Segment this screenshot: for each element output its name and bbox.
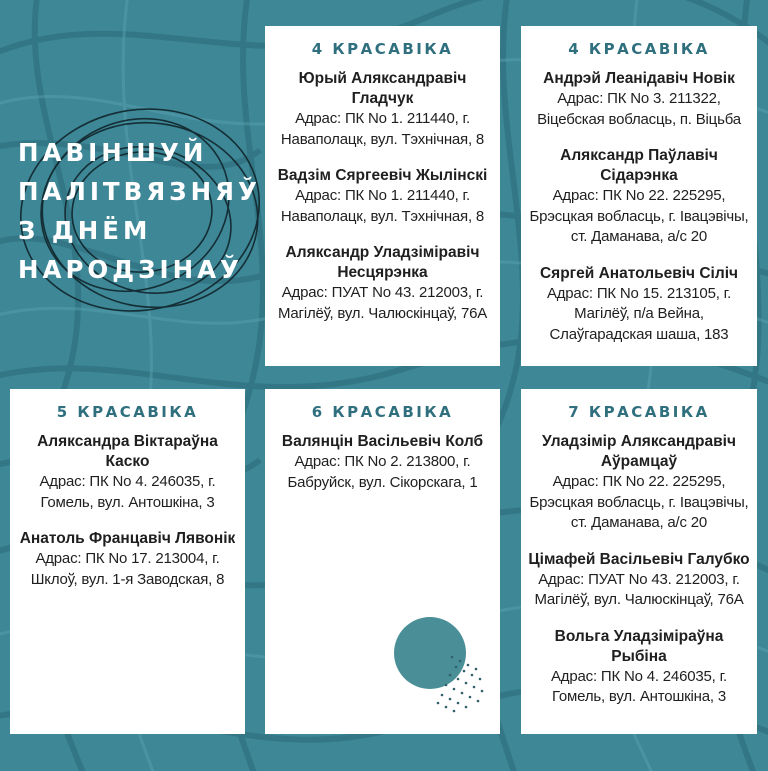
- prisoner-entry: [527, 627, 751, 708]
- prisoner-name: Аляксандр Паўлавіч Сідарэнка: [560, 147, 718, 184]
- prisoner-address: Адрас: ПК No 17. 213004, г. Шклоў, вул. 1-я Заводская, 8: [30, 550, 225, 588]
- prisoner-entry: [527, 146, 751, 248]
- birthday-card-april-5: [10, 389, 245, 734]
- card-date: 7 КРАСАВІКА: [568, 403, 710, 421]
- headline-line: НАРОДЗІНАЎ: [18, 255, 243, 284]
- prisoner-name: Аляксандр Уладзіміравіч Несцярэнка: [285, 244, 480, 281]
- prisoner-address: Адрас: ПК No 1. 211440, г. Наваполацк, вул. Тэхнічная, 8: [280, 110, 485, 148]
- prisoner-entry: [271, 432, 494, 493]
- birthday-card-april-4-b: [521, 26, 757, 366]
- prisoner-name: Вольга Уладзіміраўна Рыбіна: [554, 627, 724, 665]
- prisoner-name: Уладзімір Аляксандравіч Аўрамцаў: [542, 433, 736, 470]
- prisoner-entry: [527, 69, 751, 130]
- prisoner-entry: [527, 550, 751, 611]
- birthday-card-april-7: [521, 389, 757, 734]
- prisoner-entry: [16, 529, 239, 590]
- prisoner-entry: [271, 166, 494, 227]
- prisoner-address: Адрас: ПК No 2. 213800, г. Бабруйск, вул. Сікорскага, 1: [287, 453, 478, 491]
- prisoner-address: Адрас: ПК No 4. 246035, г. Гомель, вул. Антошкіна, 3: [551, 667, 727, 705]
- headline-line: ПАЛІТВЯЗНЯЎ: [18, 177, 261, 206]
- prisoner-address: Адрас: ПК No 22. 225295, Брэсцкая вобласць, г. Івацэвічы, ст. Даманава, а/с 20: [529, 473, 749, 531]
- card-date: 6 КРАСАВІКА: [311, 403, 454, 421]
- prisoner-entry: [527, 432, 751, 534]
- prisoner-entry: [271, 69, 494, 150]
- headline-line: З ДНЁМ: [18, 216, 152, 245]
- prisoner-address: Адрас: ПК No 3. 211322, Віцебская вобласць, п. Віцьба: [537, 90, 741, 128]
- card-date: 4 КРАСАВІКА: [311, 40, 454, 58]
- prisoner-name: Цімафей Васільевіч Галубко: [528, 550, 750, 568]
- prisoner-address: Адрас: ПК No 22. 225295, Брэсцкая вобласць, г. Івацэвічы, ст. Даманава, а/с 20: [529, 187, 749, 245]
- prisoner-entry: [271, 243, 494, 324]
- headline-line: ПАВІНШУЙ: [18, 138, 208, 167]
- card-date: 5 КРАСАВІКА: [56, 403, 199, 421]
- card-date: 4 КРАСАВІКА: [568, 40, 710, 58]
- prisoner-address: Адрас: ПК No 4. 246035, г. Гомель, вул. Антошкіна, 3: [39, 473, 216, 511]
- prisoner-name: Юрый Аляксандравіч Гладчук: [298, 70, 467, 107]
- prisoner-entry: [527, 264, 751, 346]
- headline: [18, 133, 261, 289]
- prisoner-name: Аляксандра Віктараўна Каско: [37, 433, 218, 470]
- prisoner-entry: [16, 432, 239, 513]
- prisoner-address: Адрас: ПК No 1. 211440, г. Наваполацк, вул. Тэхнічная, 8: [280, 187, 485, 225]
- prisoner-name: Сяргей Анатольевіч Сіліч: [539, 264, 739, 282]
- deco-filled-circle: [394, 617, 466, 689]
- decorative-circle-dots: [390, 615, 490, 715]
- prisoner-name: Валянцін Васільевіч Колб: [281, 433, 484, 450]
- prisoner-name: Вадзім Сяргеевіч Жылінскі: [277, 167, 488, 184]
- prisoner-name: Анатоль Францавіч Лявонік: [19, 530, 236, 547]
- birthday-card-april-4-a: [265, 26, 500, 366]
- prisoner-address: Адрас: ПК No 15. 213105, г. Магілёў, п/а Вейна, Слаўгарадская шаша, 183: [546, 284, 732, 343]
- prisoner-address: Адрас: ПУАТ No 43. 212003, г. Магілёў, вул. Чалюскінцаў, 76А: [534, 570, 744, 608]
- prisoner-address: Адрас: ПУАТ No 43. 212003, г. Магілёў, вул. Чалюскінцаў, 76А: [277, 284, 488, 322]
- prisoner-name: Андрэй Леанідавіч Новік: [543, 70, 735, 87]
